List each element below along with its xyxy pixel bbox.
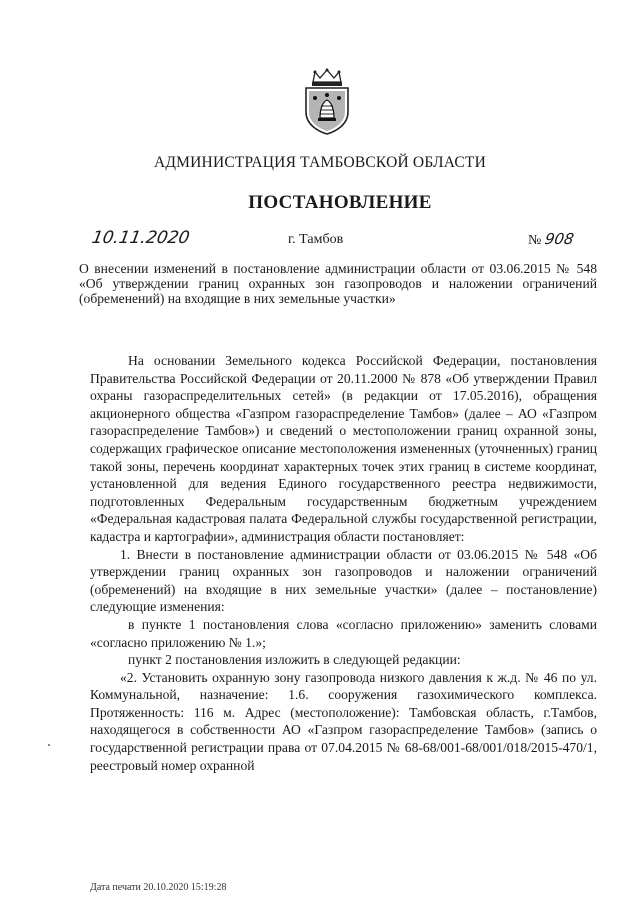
- tambov-coat-of-arms-icon: [301, 68, 353, 136]
- document-number: [528, 230, 574, 249]
- number-prefix: №: [528, 233, 542, 248]
- body-paragraph-item-2: «2. Установить охранную зону газопровода низкого давления к ж.д. № 46 по ул. Коммунальной, назначение: 1.6. сооружения газохимического комплекса. Протяженность: 116 м. Адрес (местоположение): Тамбовская область, г.Тамбов, находящегося в собственности АО «Газпром газораспределение Тамбов» (запись о государственной регистрации права от 07.04.2015 № 68-68/001-68/001/018/2015-470/1, реестровый номер охранной: [90, 669, 597, 773]
- handwritten-number: 908: [543, 230, 576, 248]
- print-date-footer: Дата печати 20.10.2020 15:19:28: [90, 882, 227, 893]
- margin-mark: [48, 744, 50, 746]
- document-subject: О внесении изменений в постановление администрации области от 03.06.2015 № 548 «Об утверждении границ охранных зон газопроводов и наложении ограничений (обременений) на входящие в них земельные участки»: [79, 261, 597, 306]
- body-paragraph-item-1a: в пункте 1 постановления слова «согласно приложению» заменить словами «согласно приложению № 1.»;: [90, 616, 597, 650]
- handwritten-date: 10.11.2020: [90, 228, 192, 248]
- body-paragraph-item-1: 1. Внести в постановление администрации области от 03.06.2015 № 548 «Об утверждении границ охранных зон газопроводов и наложении ограничений (обременений) на входящие в них земельные участки» (далее – постановление) следующие изменения:: [90, 546, 597, 615]
- body-paragraph-item-1b: пункт 2 постановления изложить в следующей редакции:: [128, 652, 461, 668]
- document-body: [90, 352, 597, 774]
- city: г. Тамбов: [288, 232, 344, 247]
- body-paragraph-preamble: На основании Земельного кодекса Российской Федерации, постановления Правительства Российской Федерации от 20.11.2000 № 878 «Об утверждении Правил охраны газораспределительных сетей» (в редакции от 17.05.2016), обращения акционерного общества «Газпром газораспределение Тамбов» (далее – АО «Газпром газораспределение Тамбов») и сведений о местоположении границ охранной зоны, содержащих графическое описание местоположения измененных (уточненных) границ такой зоны, перечень координат характерных точек этих границ в системе координат, установленной для ведения Единого государственного реестра недвижимости, подготовленных Федеральным государственным бюджетным учреждением «Федеральная кадастровая палата Федеральной службы государственной регистрации, кадастра и картографии», администрация области постановляет:: [90, 353, 597, 544]
- document-type: ПОСТАНОВЛЕНИЕ: [248, 192, 432, 213]
- agency-name: АДМИНИСТРАЦИЯ ТАМБОВСКОЙ ОБЛАСТИ: [154, 154, 486, 171]
